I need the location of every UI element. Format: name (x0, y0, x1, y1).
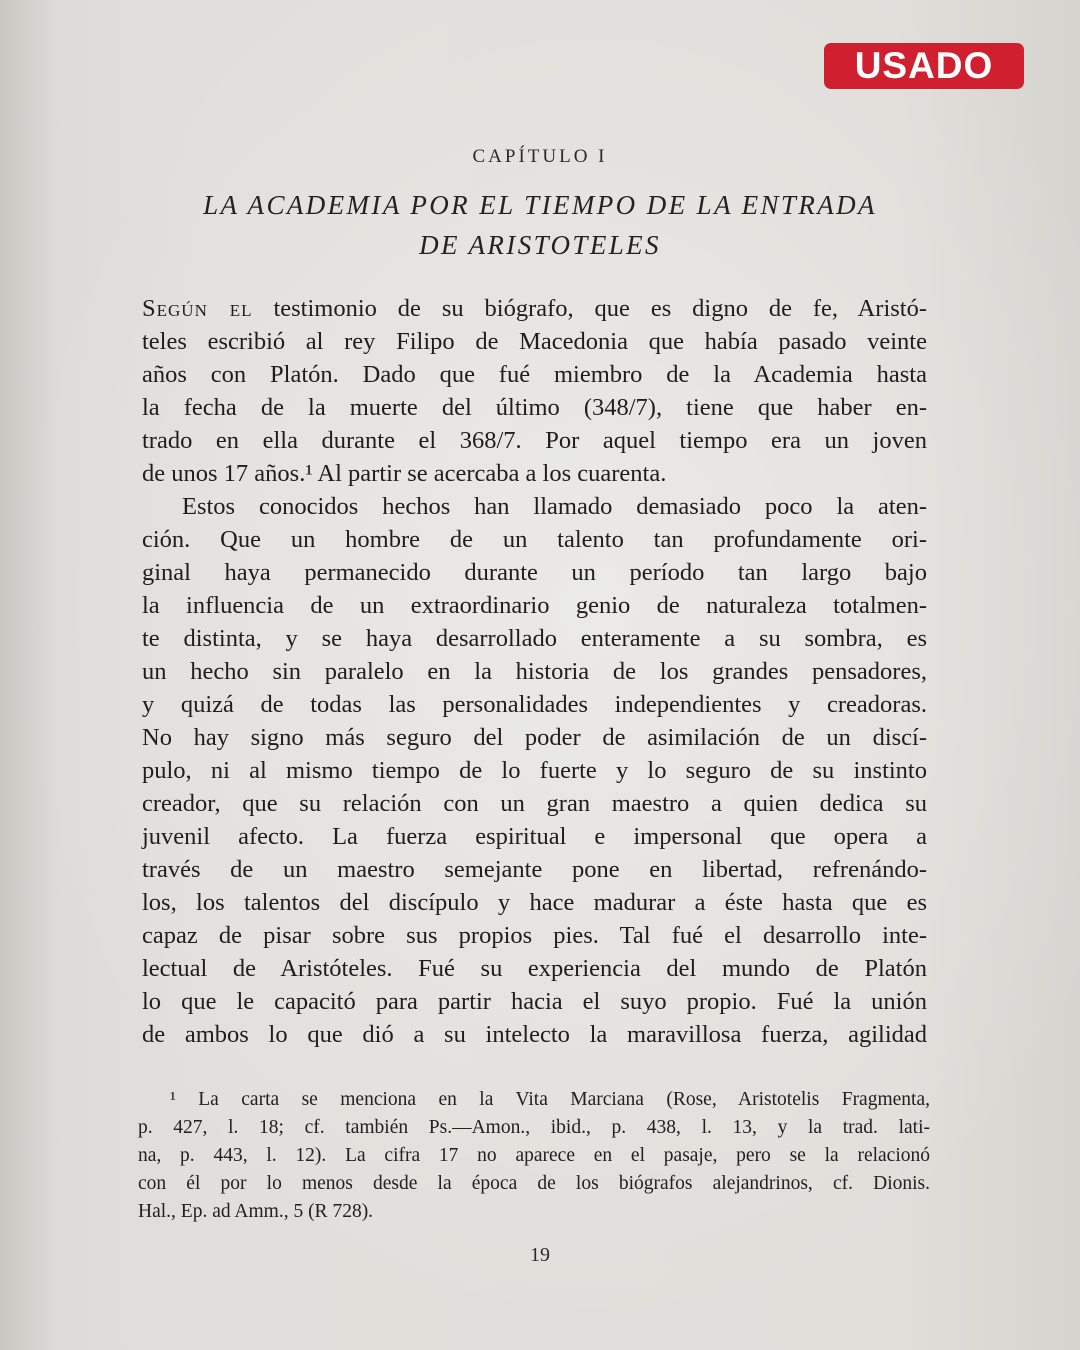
body-line: ción. Que un hombre de un talento tan profundamente ori- (142, 526, 927, 553)
page-number: 19 (530, 1244, 550, 1266)
used-badge: USADO (824, 43, 1024, 89)
footnote-line: p. 427, l. 18; cf. también Ps.—Amon., ibid., p. 438, l. 13, y la trad. lati- (138, 1117, 930, 1138)
body-line: un hecho sin paralelo en la historia de los grandes pensadores, (142, 658, 927, 685)
body-line: de ambos lo que dió a su intelecto la maravillosa fuerza, agilidad (142, 1021, 927, 1048)
footnote-line: na, p. 443, l. 12). La cifra 17 no aparece en el pasaje, pero se la relacionó (138, 1145, 930, 1166)
footnote-line: con él por lo menos desde la época de los biógrafos alejandrinos, cf. Dionis. (138, 1173, 930, 1194)
body-line: trado en ella durante el 368/7. Por aquel tiempo era un joven (142, 427, 927, 454)
chapter-title-line-1: LA ACADEMIA POR EL TIEMPO DE LA ENTRADA (203, 190, 877, 220)
body-line-1-text: testimonio de su biógrafo, que es digno de fe, Aristó- (252, 295, 928, 322)
body-line: la influencia de un extraordinario genio de naturaleza totalmen- (142, 592, 927, 619)
body-line: teles escribió al rey Filipo de Macedonia que había pasado veinte (142, 328, 927, 355)
body-line: través de un maestro semejante pone en libertad, refrenándo- (142, 856, 927, 883)
body-line: creador, que su relación con un gran maestro a quien dedica su (142, 790, 927, 817)
body-line: No hay signo más seguro del poder de asimilación de un discí- (142, 724, 927, 751)
body-line: capaz de pisar sobre sus propios pies. Tal fué el desarrollo inte- (142, 922, 927, 949)
body-line: años con Platón. Dado que fué miembro de la Academia hasta (142, 361, 927, 388)
body-line: la fecha de la muerte del último (348/7), tiene que haber en- (142, 394, 927, 421)
opening-smallcaps: Según el (142, 295, 253, 322)
chapter-title-line-2: DE ARISTOTELES (419, 230, 661, 260)
body-line: y quizá de todas las personalidades independientes y creadoras. (142, 691, 927, 718)
footnote-line: Hal., Ep. ad Amm., 5 (R 728). (138, 1201, 374, 1222)
body-line: de unos 17 años.¹ Al partir se acercaba a los cuarenta. (142, 460, 667, 487)
body-line: los, los talentos del discípulo y hace madurar a éste hasta que es (142, 889, 927, 916)
body-line: pulo, ni al mismo tiempo de lo fuerte y lo seguro de su instinto (142, 757, 927, 784)
body-line: lo que le capacitó para partir hacia el suyo propio. Fué la unión (142, 988, 927, 1015)
chapter-label: CAPÍTULO I (472, 146, 608, 167)
body-line-1 (142, 292, 927, 325)
body-line: te distinta, y se haya desarrollado enteramente a su sombra, es (142, 625, 927, 652)
body-line: Estos conocidos hechos han llamado demasiado poco la aten- (182, 493, 927, 520)
body-line: juvenil afecto. La fuerza espiritual e impersonal que opera a (142, 823, 927, 850)
body-line: lectual de Aristóteles. Fué su experiencia del mundo de Platón (142, 955, 927, 982)
body-line: ginal haya permanecido durante un período tan largo bajo (142, 559, 927, 586)
footnote-line: ¹ La carta se menciona en la Vita Marciana (Rose, Aristotelis Fragmenta, (170, 1089, 930, 1110)
